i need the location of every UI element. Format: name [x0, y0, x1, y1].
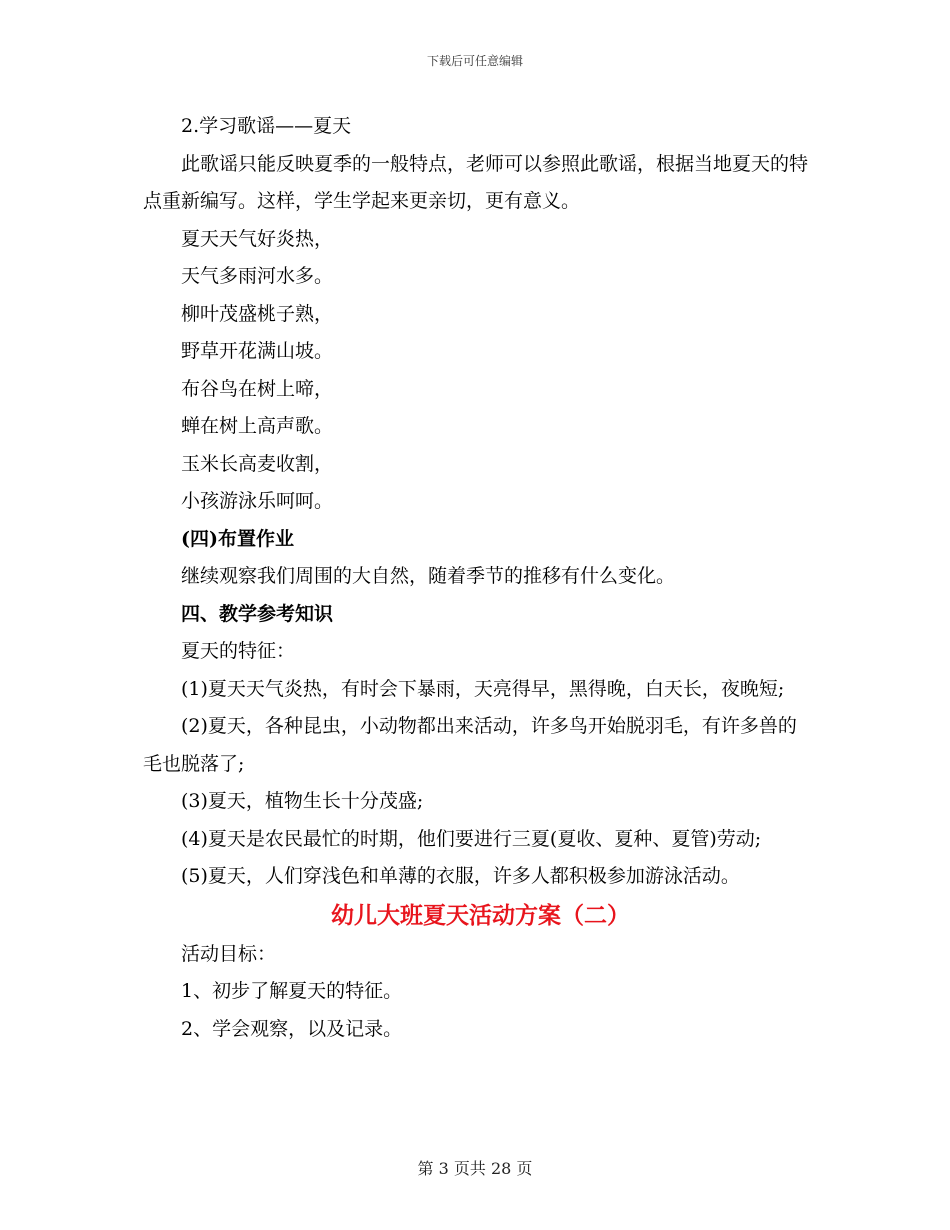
paragraph: 此歌谣只能反映夏季的一般特点，老师可以参照此歌谣，根据当地夏天的特点重新编写。这样，学生学起来更亲切，更有意义。	[143, 152, 809, 212]
list-item: 2、学会观察，以及记录。	[181, 1017, 403, 1040]
poem-line: 玉米长高麦收割，	[181, 452, 334, 475]
paragraph: 继续观察我们周围的大自然，随着季节的推移有什么变化。	[181, 565, 676, 587]
section-heading: 四、教学参考知识	[181, 602, 334, 625]
subheading: (四)布置作业	[181, 527, 294, 550]
page-header: 下载后可任意编辑	[426, 54, 523, 68]
list-item: (1)夏天天气炎热，有时会下暴雨，天亮得早，黑得晚，白天长，夜晚短;	[181, 677, 785, 700]
paragraph: 2.学习歌谣——夏天	[181, 115, 352, 137]
list-item: (4)夏天是农民最忙的时期，他们要进行三夏(夏收、夏种、夏管)劳动;	[181, 827, 762, 850]
document-body	[143, 108, 808, 1048]
paragraph: 夏天的特征：	[181, 640, 296, 662]
poem-line: 布谷鸟在树上啼，	[181, 377, 334, 400]
list-item: (2)夏天，各种昆虫，小动物都出来活动，许多鸟开始脱羽毛，有许多兽的毛也脱落了;	[143, 715, 797, 775]
poem-line: 小孩游泳乐呵呵。	[181, 490, 334, 512]
list-item: 1、初步了解夏天的特征。	[181, 980, 403, 1002]
list-item: (5)夏天，人们穿浅色和单薄的衣服，许多人都积极参加游泳活动。	[181, 865, 740, 887]
page-footer: 第 3 页共 28 页	[417, 1159, 533, 1178]
poem-line: 柳叶茂盛桃子熟，	[181, 302, 334, 325]
poem-line: 野草开花满山坡。	[181, 340, 334, 362]
list-item: (3)夏天，植物生长十分茂盛;	[181, 790, 424, 812]
section-title: 幼儿大班夏天活动方案（二）	[331, 901, 630, 929]
paragraph: 活动目标：	[181, 942, 277, 965]
poem-line: 夏天天气好炎热，	[181, 227, 334, 250]
poem-line: 蝉在树上高声歌。	[181, 415, 334, 437]
poem-line: 天气多雨河水多。	[181, 265, 334, 287]
